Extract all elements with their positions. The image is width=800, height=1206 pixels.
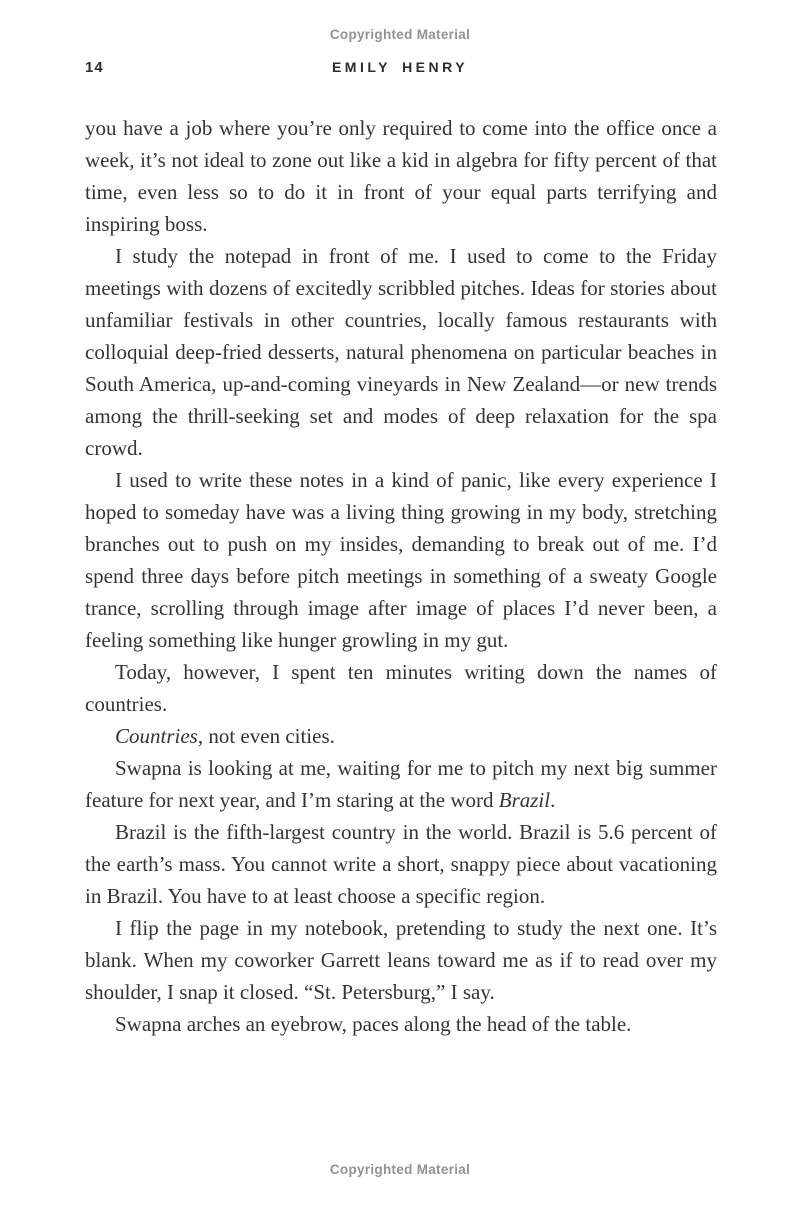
- text-run: Swapna is looking at me, waiting for me to pitch my next big summer feature for next year, and I’m staring at the word: [85, 756, 717, 812]
- paragraph: [85, 1008, 717, 1040]
- text-run: you have a job where you’re only required to come into the office once a week, it’s not ideal to zone out like a kid in algebra for fifty percent of that time, even less so to do it in front of your equal parts terrifying and inspiring boss.: [85, 116, 717, 236]
- italic-text-run: Countries: [115, 724, 198, 748]
- paragraph: [85, 464, 717, 656]
- text-run: I flip the page in my notebook, pretending to study the next one. It’s blank. When my coworker Garrett leans toward me as if to read over my shoulder, I snap it closed. “St. Petersburg,” I say.: [85, 916, 717, 1004]
- copyright-notice-bottom: Copyrighted Material: [329, 1162, 471, 1177]
- paragraph: [85, 656, 717, 720]
- running-header: [0, 59, 800, 81]
- text-run: Today, however, I spent ten minutes writing down the names of countries.: [85, 660, 717, 716]
- paragraph: [85, 912, 717, 1008]
- paragraph: [85, 112, 717, 240]
- italic-text-run: Brazil: [498, 788, 551, 812]
- copyright-notice-top: Copyrighted Material: [329, 27, 471, 42]
- page-number: 14: [85, 59, 104, 76]
- paragraph: [85, 752, 717, 816]
- running-header-author: EMILY HENRY: [331, 59, 469, 75]
- text-run: .: [550, 788, 556, 812]
- paragraph: [85, 720, 717, 752]
- body-text: [85, 112, 717, 1040]
- text-run: Brazil is the fifth-largest country in the world. Brazil is 5.6 percent of the earth’s mass. You cannot write a short, snappy piece about vacationing in Brazil. You have to at least choose a specific region.: [85, 820, 717, 908]
- paragraph: [85, 816, 717, 912]
- text-run: , not even cities.: [197, 724, 335, 748]
- text-run: I study the notepad in front of me. I used to come to the Friday meetings with dozens of excitedly scribbled pitches. Ideas for stories about unfamiliar festivals in other countries, locally famous restaurants with colloquial deep-fried desserts, natural phenomena on particular beaches in South America, up-and-coming vineyards in New Zealand—or new trends among the thrill-seeking set and modes of deep relaxation for the spa crowd.: [85, 244, 717, 460]
- text-run: I used to write these notes in a kind of panic, like every experience I hoped to someday have was a living thing growing in my body, stretching branches out to push on my insides, demanding to break out of me. I’d spend three days before pitch meetings in something of a sweaty Google trance, scrolling through image after image of places I’d never been, a feeling something like hunger growling in my gut.: [85, 468, 717, 652]
- text-run: Swapna arches an eyebrow, paces along the head of the table.: [115, 1012, 632, 1036]
- paragraph: [85, 240, 717, 464]
